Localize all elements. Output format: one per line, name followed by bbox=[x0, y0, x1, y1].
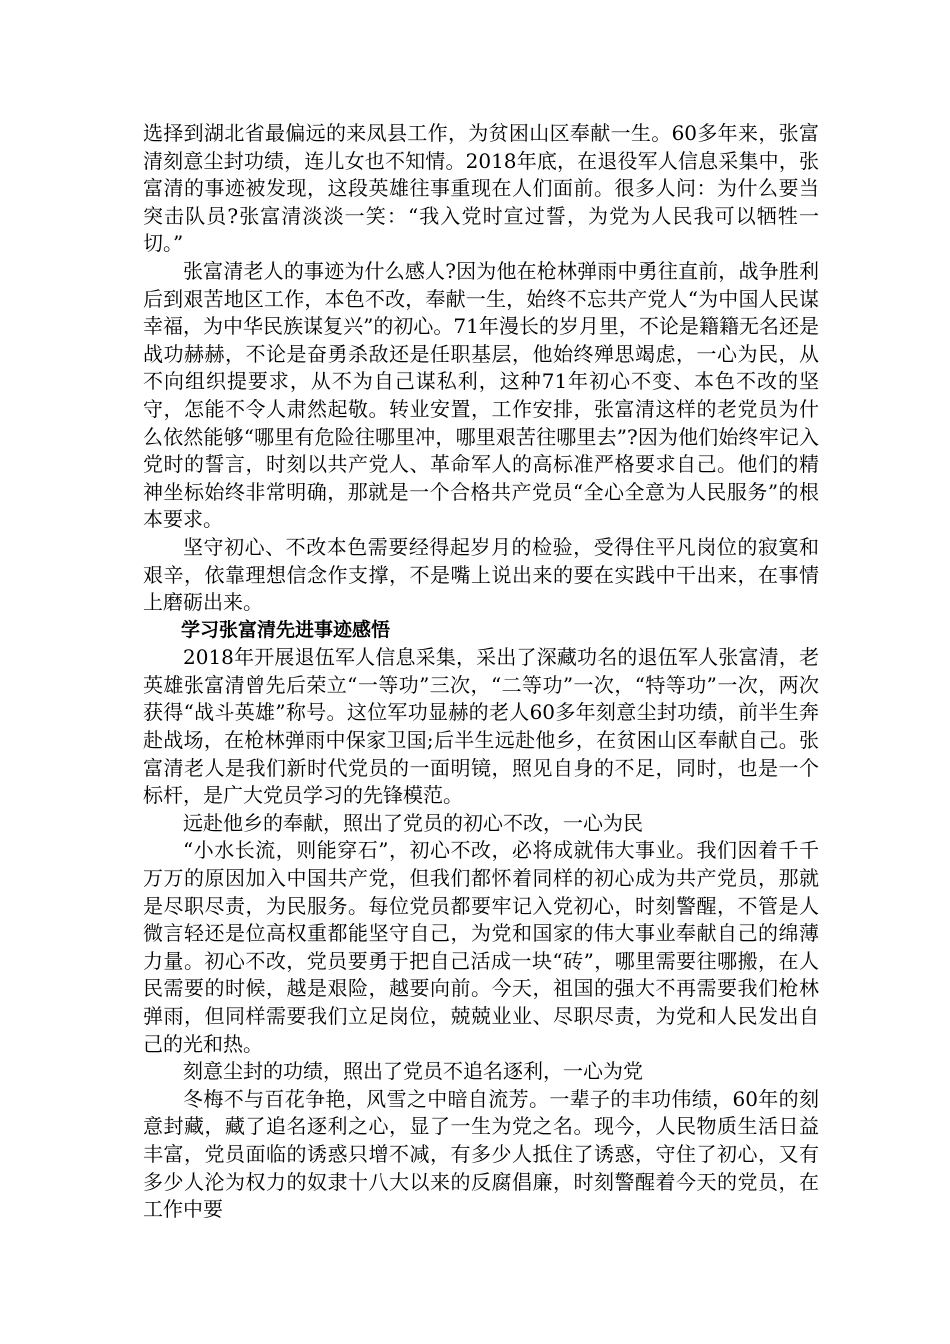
paragraph-winter-plum: 冬梅不与百花争艳，风雪之中暗自流芳。一辈子的丰功伟绩，60年的刻意封藏，藏了追名逐利之心，显了一生为党之名。现今，人民物质生活日益丰富，党员面临的诱惑只增不减，有多少人抵住了诱惑，守住了初心，又有多少人沦为权力的奴隶十八大以来的反腐倡廉，时刻警醒着今天的党员，在工作中要 bbox=[143, 1086, 819, 1222]
paragraph-original-aspiration: 坚守初心、不改本色需要经得起岁月的检验，受得住平凡岗位的寂寞和艰辛，依靠理想信念作支撑，不是嘴上说出来的要在实践中干出来，在事情上磨砺出来。 bbox=[143, 534, 819, 615]
subheading-sealed-merits: 刻意尘封的功绩，照出了党员不追名逐利，一心为党 bbox=[183, 1059, 643, 1084]
paragraph-zhang-fuqing-touching: 张富清老人的事迹为什么感人?因为他在枪林弹雨中勇往直前，战争胜利后到艰苦地区工作，本色不改，奉献一生，始终不忘共产党人“为中国人民谋幸福，为中华民族谋复兴”的初心。71年漫长的岁月里，不论是籍籍无名还是战功赫赫，不论是奋勇杀敌还是任职基层，他始终殚思竭虑，一心为民，从不向组织提要求，从不为自己谋私利，这种71年初心不变、本色不改的坚守，怎能不令人肃然起敬。转业安置，工作安排，张富清这样的老党员为什么依然能够“哪里有危险往哪里冲，哪里艰苦往哪里去”?因为他们始终牢记入党时的誓言，时刻以共产党人、革命军人的高标准严格要求自己。他们的精神坐标始终非常明确，那就是一个合格共产党员“全心全意为人民服务”的根本要求。 bbox=[143, 258, 819, 532]
paragraph-water-drops: “小水长流，则能穿石”，初心不改，必将成就伟大事业。我们因着千千万万的原因加入中国共产党，但我们都怀着同样的初心成为共产党员，那就是尽职尽责，为民服务。每位党员都要牢记入党初心，时刻警醒，不管是人微言轻还是位高权重都能坚守自己，为党和国家的伟大事业奉献自己的绵薄力量。初心不改，党员要勇于把自己活成一块“砖”，哪里需要往哪搬，在人民需要的时候，越是艰险，越要向前。今天，祖国的强大不再需要我们枪林弹雨，但同样需要我们立足岗位，兢兢业业、尽职尽责，为党和人民发出自己的光和热。 bbox=[143, 838, 819, 1056]
paragraph-continuation: 选择到湖北省最偏远的来凤县工作，为贫困山区奉献一生。60多年来，张富清刻意尘封功绩，连儿女也不知情。2018年底，在退役军人信息采集中，张富清的事迹被发现，这段英雄往事重现在人们面前。很多人问：为什么要当突击队员?张富清淡淡一笑：“我入党时宣过誓，为党为人民我可以牺牲一切。” bbox=[143, 121, 819, 256]
subheading-dedication: 远赴他乡的奉献，照出了党员的初心不改，一心为民 bbox=[183, 810, 643, 835]
section-heading: 学习张富清先进事迹感悟 bbox=[181, 618, 391, 641]
document-body bbox=[143, 120, 819, 1224]
paragraph-veteran-info: 2018年开展退伍军人信息采集，采出了深藏功名的退伍军人张富清，老英雄张富清曾先后荣立“一等功”三次，“二等功”一次，“特等功”一次，两次获得“战斗英雄”称号。这位军功显赫的老人60多年刻意尘封功绩，前半生奔赴战场，在枪林弹雨中保家卫国;后半生远赴他乡，在贫困山区奉献自己。张富清老人是我们新时代党员的一面明镜，照见自身的不足，同时，也是一个标杆，是广大党员学习的先锋模范。 bbox=[143, 645, 819, 808]
